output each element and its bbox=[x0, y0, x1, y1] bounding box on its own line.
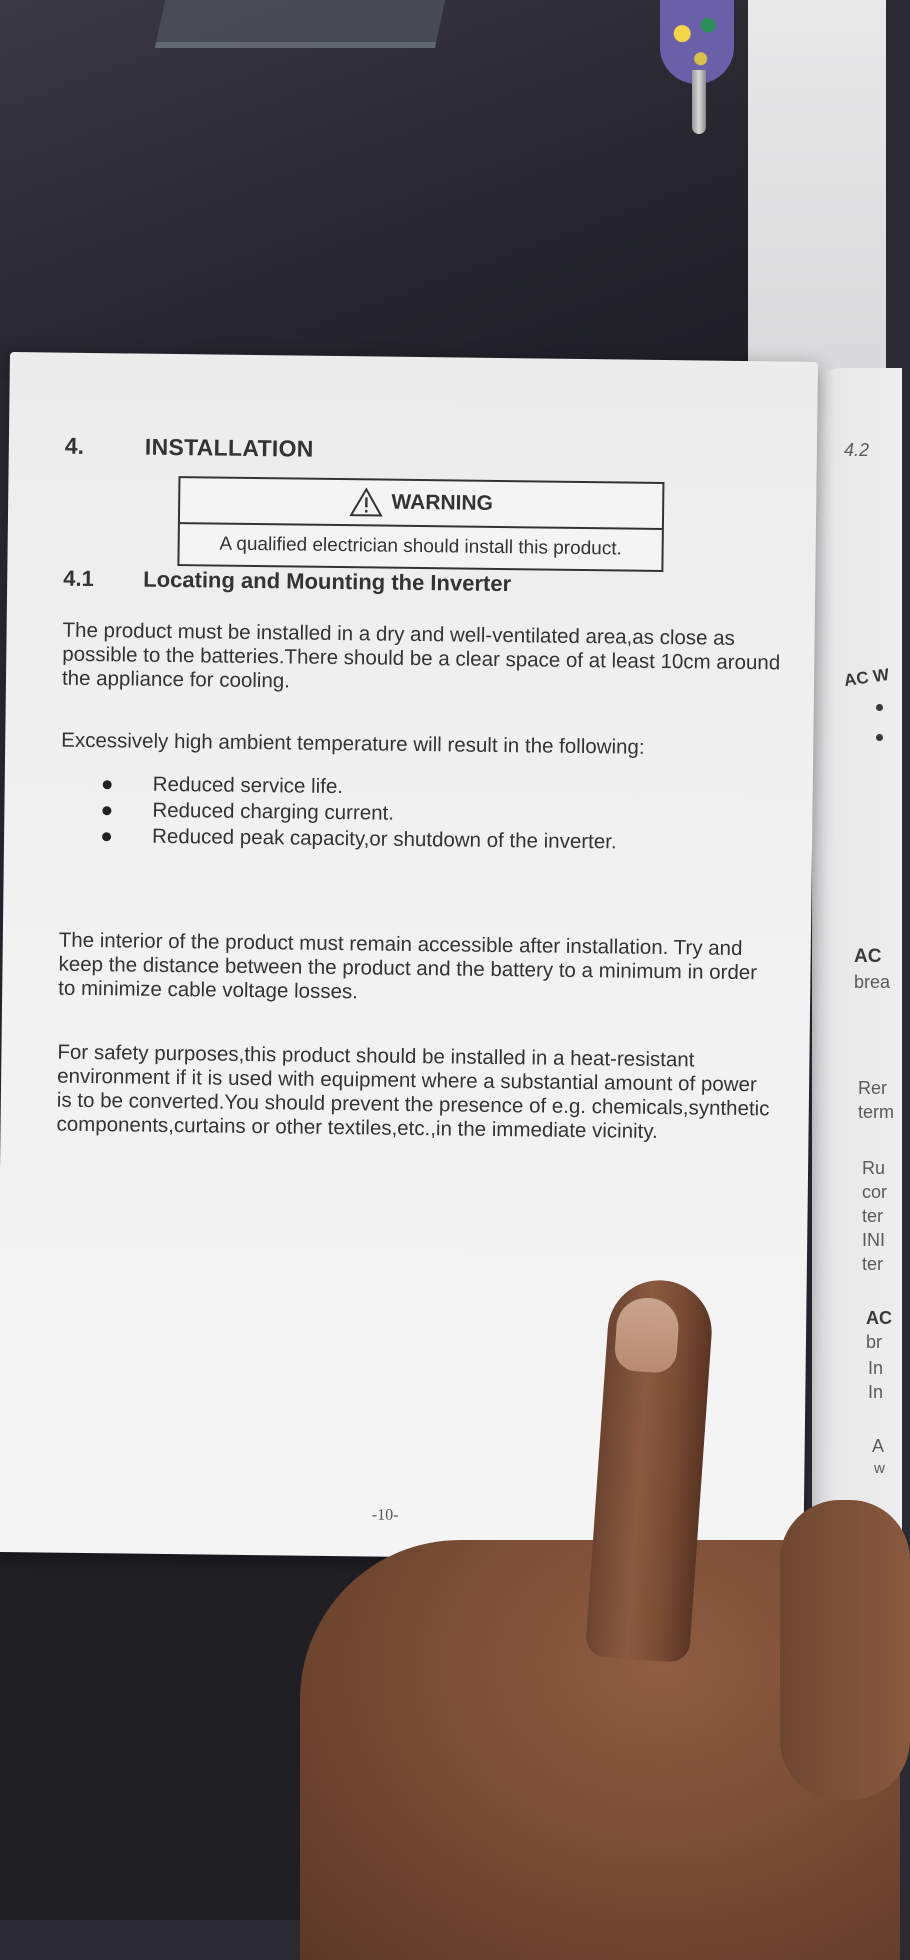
bullet-list bbox=[60, 771, 781, 858]
bullet-dot bbox=[102, 832, 111, 841]
next-page-ac-w: AC W bbox=[842, 664, 891, 691]
warning-text: A qualified electrician should install this product. bbox=[219, 533, 622, 560]
next-page-ru: Ru bbox=[862, 1158, 886, 1178]
next-page-in: In bbox=[868, 1358, 884, 1378]
next-page-ac-2: AC bbox=[866, 1308, 892, 1328]
subsection-number: 4.1 bbox=[63, 565, 94, 592]
next-page-ter: ter bbox=[862, 1254, 884, 1274]
page-number: -10- bbox=[371, 1506, 399, 1524]
next-page-heading: 4.2 bbox=[844, 440, 870, 460]
warning-header bbox=[180, 478, 663, 530]
paragraph: Excessively high ambient temperature will result in the following: bbox=[61, 728, 645, 759]
hand-finger bbox=[780, 1500, 910, 1800]
list-item-text: Reduced service life. bbox=[152, 772, 344, 799]
section-number: 4. bbox=[64, 432, 85, 459]
list-item-text: Reduced peak capacity,or shutdown of the inverter. bbox=[151, 824, 617, 854]
background-glass-shelf bbox=[155, 0, 445, 48]
warning-label: WARNING bbox=[391, 490, 494, 515]
next-page-term: term bbox=[858, 1102, 894, 1122]
subsection-title: Locating and Mounting the Inverter bbox=[143, 566, 512, 597]
decorative-hook-stem bbox=[692, 70, 706, 134]
next-page-bullet bbox=[876, 704, 883, 711]
next-page-br: br bbox=[866, 1332, 883, 1352]
next-page-a: A bbox=[872, 1436, 885, 1456]
next-page-cor: cor bbox=[862, 1182, 888, 1202]
section-title: INSTALLATION bbox=[144, 433, 314, 462]
bullet-dot bbox=[102, 806, 111, 815]
paragraph: For safety purposes,this product should be installed in a heat-resistant environment if it is used with equipment where a substantial amount of power is to be converted.You should prevent the presence of e.g. chemicals,synthetic components,curtains or other textiles,etc.,in the immediate vicinity. bbox=[56, 1040, 770, 1143]
paragraph: The interior of the product must remain accessible after installation. Try and keep the distance between the product and the battery to a minimum in order to minimize cable voltage losses. bbox=[58, 928, 758, 1004]
next-page-in: In bbox=[868, 1382, 884, 1402]
next-page-ter: ter bbox=[862, 1206, 884, 1226]
next-page-ac: AC bbox=[854, 946, 882, 967]
next-page-bullet bbox=[876, 734, 883, 741]
next-page-brea: brea bbox=[854, 972, 891, 992]
warning-box bbox=[177, 476, 664, 572]
next-page-inp: INI bbox=[862, 1230, 886, 1250]
warning-triangle-icon bbox=[349, 487, 383, 517]
paragraph: The product must be installed in a dry and well-ventilated area,as close as possible to the batteries.There should be a clear space of at least 10cm around the appliance for cooling. bbox=[61, 618, 781, 693]
next-page-rem: Rer bbox=[858, 1078, 888, 1098]
thumb-nail bbox=[613, 1296, 680, 1374]
next-page-w: w bbox=[874, 1460, 885, 1477]
next-page bbox=[812, 368, 902, 1568]
list-item-text: Reduced charging current. bbox=[152, 798, 395, 825]
bullet-dot bbox=[103, 780, 112, 789]
background-wall bbox=[748, 0, 886, 400]
